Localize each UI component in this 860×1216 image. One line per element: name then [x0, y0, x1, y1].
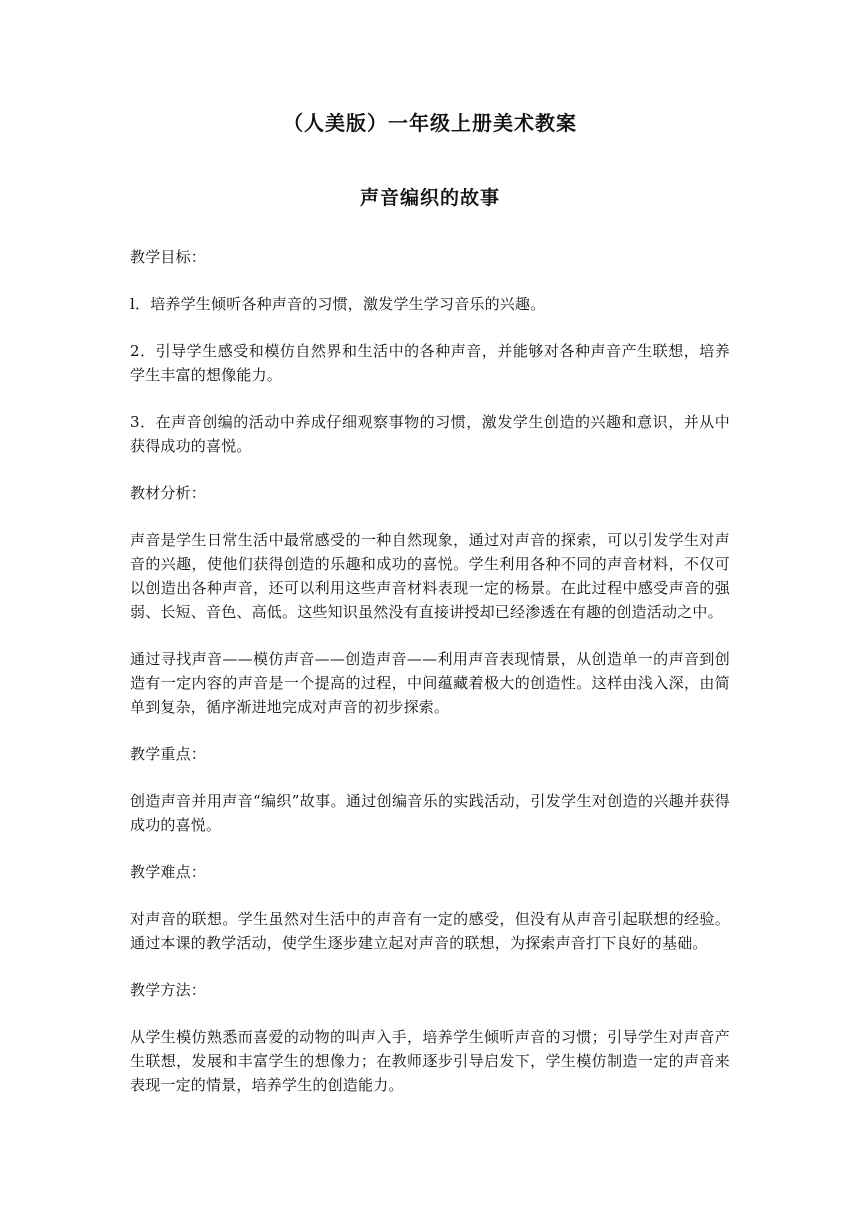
- heading-teaching-focus: 教学重点：: [130, 745, 207, 763]
- heading-teaching-method: 教学方法：: [130, 981, 207, 999]
- lesson-title: 声音编织的故事: [359, 187, 500, 209]
- teaching-method-paragraph: 从学生模仿熟悉而喜爱的动物的叫声入手，培养学生倾听声音的习惯；引导学生对声音产生联想，发展和丰富学生的想像力；在教师逐步引导启发下，学生模仿制造一定的声音来表现一定的情景，培养学生的创造能力。: [130, 1028, 730, 1094]
- document-title: （人美版）一年级上册美术教案: [283, 111, 577, 135]
- material-analysis-paragraph-2: 通过寻找声音——模仿声音——创造声音——利用声音表现情景，从创造单一的声音到创造有一定内容的声音是一个提高的过程，中间蕴藏着极大的创造性。这样由浅入深，由简单到复杂，循序渐进地完成对声音的初步探索。: [130, 650, 730, 716]
- objective-item-1: l．培养学生倾听各种声音的习惯，激发学生学习音乐的兴趣。: [130, 295, 546, 313]
- objective-item-3: 3．在声音创编的活动中养成仔细观察事物的习惯，激发学生创造的兴趣和意识，并从中获得成功的喜悦。: [130, 413, 730, 455]
- heading-teaching-difficulty: 教学难点：: [130, 863, 207, 881]
- material-analysis-paragraph-1: 声音是学生日常生活中最常感受的一种自然现象，通过对声音的探索，可以引发学生对声音的兴趣，使他们获得创造的乐趣和成功的喜悦。学生利用各种不同的声音材料，不仅可以创造出各种声音，还可以利用这些声音材料表现一定的杨景。在此过程中感受声音的强弱、长短、音色、高低。这些知识虽然没有直接讲授却已经渗透在有趣的创造活动之中。: [130, 531, 730, 621]
- heading-teaching-objectives: 教学目标：: [130, 248, 207, 266]
- teaching-difficulty-paragraph: 对声音的联想。学生虽然对生活中的声音有一定的感受，但没有从声音引起联想的经验。通过本课的教学活动，使学生逐步建立起对声音的联想，为探索声音打下良好的基础。: [130, 910, 730, 952]
- document-content: [130, 108, 730, 1097]
- objective-item-2: 2．引导学生感受和模仿自然界和生活中的各种声音，并能够对各种声音产生联想，培养学生丰富的想像能力。: [130, 342, 730, 384]
- teaching-focus-paragraph: 创造声音并用声音“编织”故事。通过创编音乐的实践活动，引发学生对创造的兴趣并获得成功的喜悦。: [130, 792, 730, 834]
- heading-material-analysis: 教材分析：: [130, 484, 207, 502]
